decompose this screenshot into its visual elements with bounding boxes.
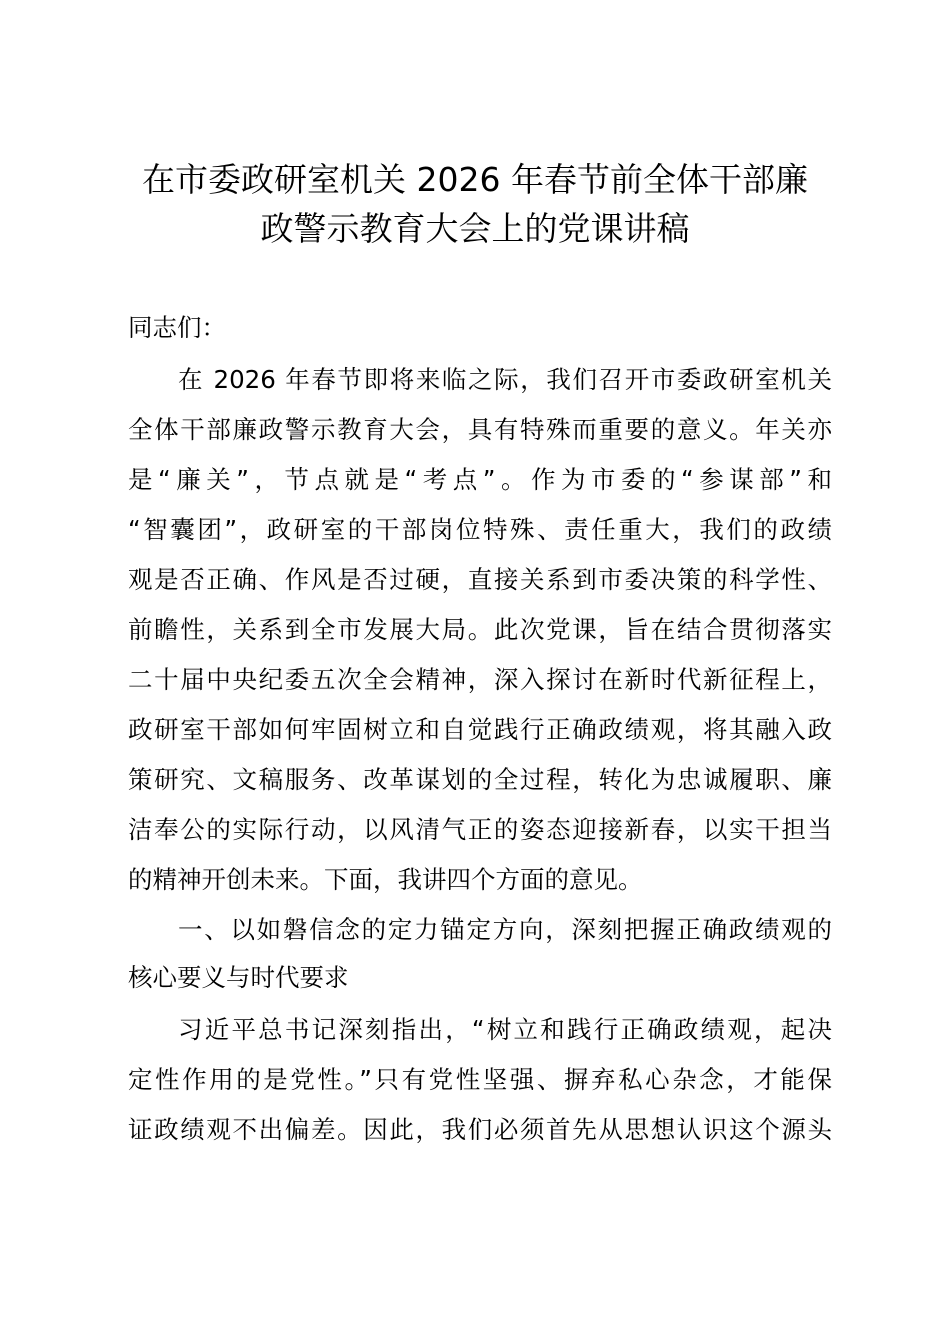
paragraph-1-line-8: 政研室干部如何牢固树立和自觉践行正确政绩观，将其融入政 xyxy=(128,715,832,744)
paragraph-1-line-1: 在 2026 年春节即将来临之际，我们召开市委政研室机关 xyxy=(178,365,832,394)
paragraph-1-line-10: 洁奉公的实际行动，以风清气正的姿态迎接新春，以实干担当 xyxy=(128,815,832,844)
paragraph-1-line-6: 前瞻性，关系到全市发展大局。此次党课，旨在结合贯彻落实 xyxy=(128,615,832,644)
paragraph-1-line-2: 全体干部廉政警示教育大会，具有特殊而重要的意义。年关亦 xyxy=(128,415,832,444)
paragraph-1-line-7: 二十届中央纪委五次全会精神，深入探讨在新时代新征程上， xyxy=(128,665,832,694)
paragraph-2-line-2: 定性作用的是党性。”只有党性坚强、摒弃私心杂念，才能保 xyxy=(128,1065,832,1094)
paragraph-2-line-3: 证政绩观不出偏差。因此，我们必须首先从思想认识这个源头 xyxy=(128,1115,832,1144)
section-1-heading-line-2: 核心要义与时代要求 xyxy=(128,963,349,992)
paragraph-1-line-11: 的精神开创未来。下面，我讲四个方面的意见。 xyxy=(128,865,643,894)
paragraph-1-line-5: 观是否正确、作风是否过硬，直接关系到市委决策的科学性、 xyxy=(128,565,832,594)
paragraph-2-line-1: 习近平总书记深刻指出，“树立和践行正确政绩观，起决 xyxy=(178,1015,832,1044)
paragraph-1-line-3: 是“廉关”，节点就是“考点”。作为市委的“参谋部”和 xyxy=(128,465,832,494)
paragraph-1-line-9: 策研究、文稿服务、改革谋划的全过程，转化为忠诚履职、廉 xyxy=(128,765,832,794)
salutation: 同志们： xyxy=(128,313,226,342)
document-title-line-2: 政警示教育大会上的党课讲稿 xyxy=(260,209,690,248)
section-1-heading-line-1: 一、以如磐信念的定力锚定方向，深刻把握正确政绩观的 xyxy=(178,915,832,944)
paragraph-1-line-4: “智囊团”，政研室的干部岗位特殊、责任重大，我们的政绩 xyxy=(128,515,832,544)
document-title-line-1: 在市委政研室机关 2026 年春节前全体干部廉 xyxy=(142,160,808,199)
